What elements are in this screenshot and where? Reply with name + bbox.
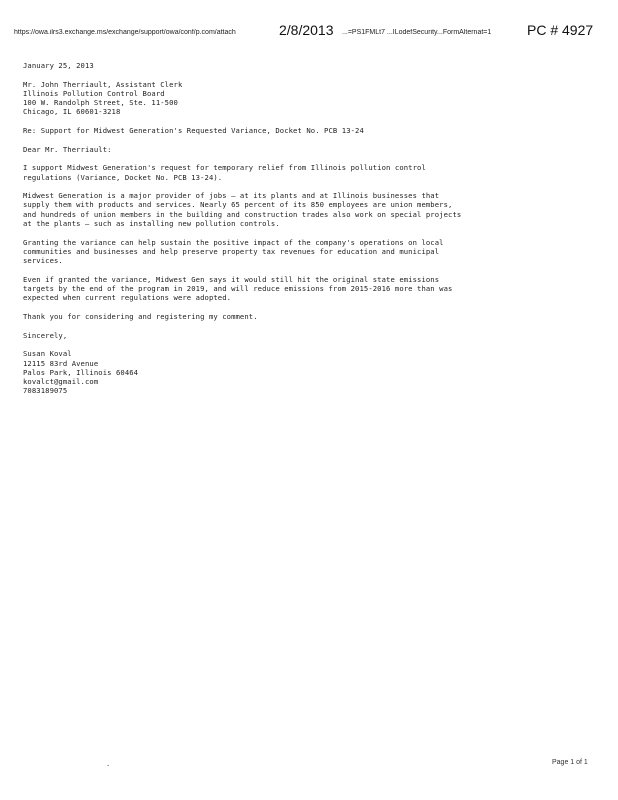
recipient-line: Mr. John Therriault, Assistant Clerk: [23, 79, 183, 89]
salutation: Dear Mr. Therriault:: [23, 144, 112, 154]
pc-number: PC # 4927: [527, 22, 594, 38]
paragraph-line: expected when current regulations were adopted.: [23, 293, 232, 303]
paragraph-line: Midwest Generation is a major provider of jobs — at its plants and at Illinois businesses that: [23, 191, 440, 201]
paragraph-line: communities and businesses and help preserve property tax revenues for education and municipal: [23, 246, 440, 256]
paragraph-line: Thank you for considering and registering my comment.: [23, 312, 258, 322]
recipient-line: 100 W. Randolph Street, Ste. 11-500: [23, 98, 178, 108]
paragraph-line: and hundreds of union members in the building and construction trades also work on special projects: [23, 209, 462, 219]
recipient-line: Chicago, IL 60601-3218: [23, 107, 121, 117]
signature-phone: 7083189075: [23, 386, 68, 396]
paragraph-line: supply them with products and services. Nearly 65 percent of its 850 employees are union members,: [23, 200, 453, 210]
closing: Sincerely,: [23, 330, 68, 340]
paragraph-line: Granting the variance can help sustain the positive impact of the company's operations on local: [23, 237, 444, 247]
page-number: Page 1 of 1: [552, 759, 588, 766]
paragraph-line: I support Midwest Generation's request for temporary relief from Illinois pollution control: [23, 163, 426, 173]
recipient-line: Illinois Pollution Control Board: [23, 88, 165, 98]
subject-line: Re: Support for Midwest Generation's Requested Variance, Docket No. PCB 13-24: [23, 126, 364, 136]
signature-name: Susan Koval: [23, 349, 72, 359]
footer-mark: .: [106, 760, 111, 768]
header-url: https://owa.ilrs3.exchange.ms/exchange/support/owa/conf/p.com/attach: [14, 29, 236, 36]
letter-body: [23, 61, 583, 396]
header-url-tail: ...=PS1FMLt7 ...ILodefSecurity...FormAlternat=1: [342, 29, 492, 36]
paragraph-line: regulations (Variance, Docket No. PCB 13-24).: [23, 172, 223, 182]
paragraph-line: services.: [23, 256, 63, 266]
paragraph-line: targets by the end of the program in 2019, and will reduce emissions from 2015-2016 more than was: [23, 284, 453, 294]
signature-address: 12115 83rd Avenue: [23, 358, 99, 368]
signature-city: Palos Park, Illinois 60464: [23, 367, 139, 377]
paragraph-line: Even if granted the variance, Midwest Gen says it would still hit the original state emissions: [23, 274, 440, 284]
letter-date: January 25, 2013: [23, 61, 94, 70]
header-date: 2/8/2013: [279, 22, 334, 38]
signature-email: kovalct@gmail.com: [23, 377, 99, 387]
paragraph-line: at the plants — such as installing new pollution controls.: [23, 219, 280, 229]
